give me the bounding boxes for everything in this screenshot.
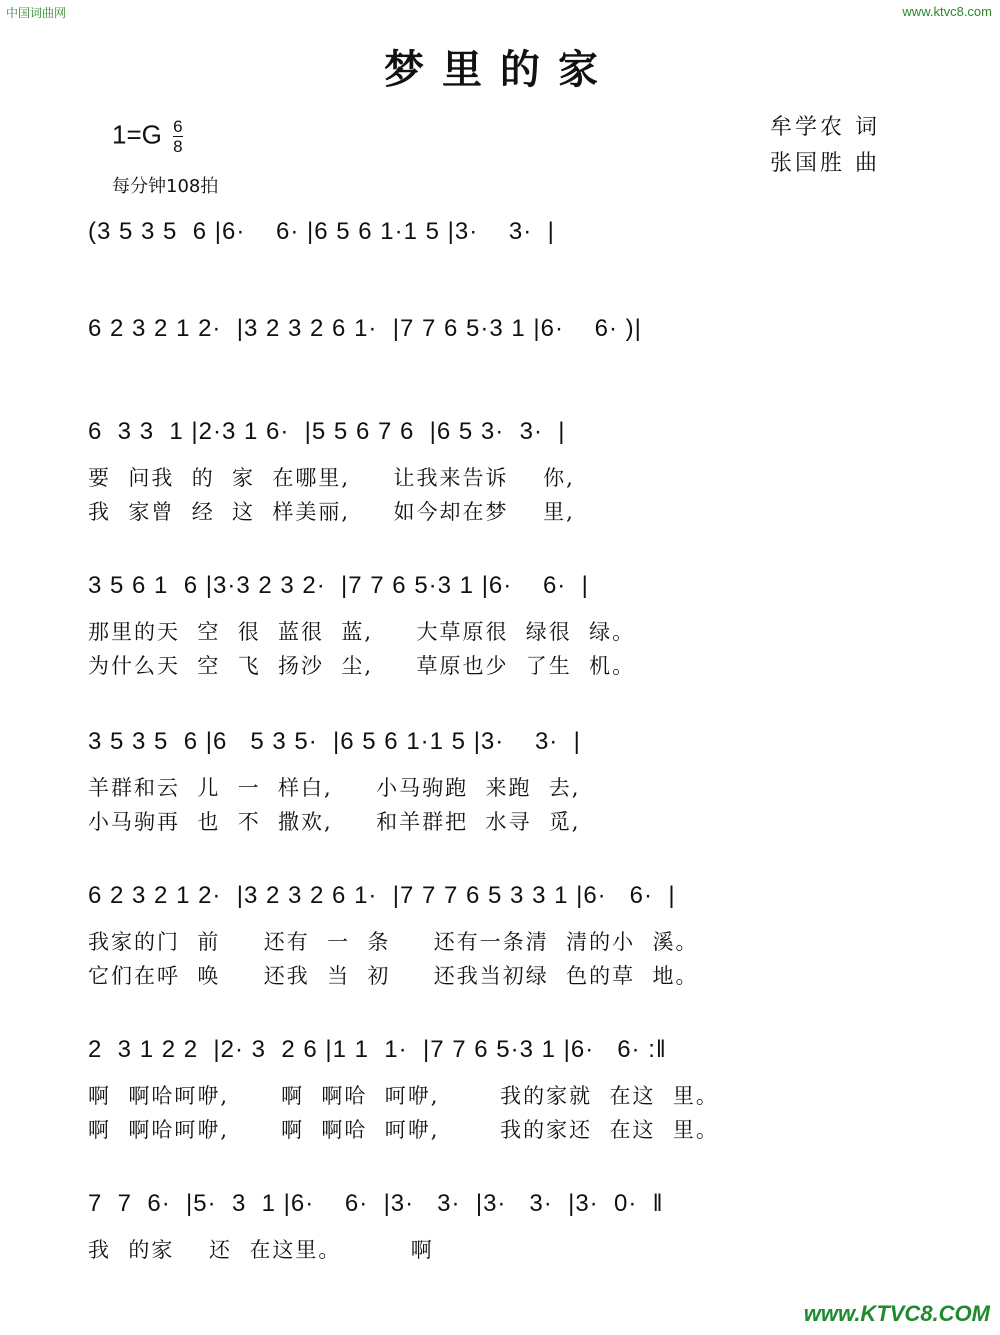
lyric-verse-1: 啊 啊哈呵咿, 啊 啊哈 呵咿, 我的家就 在这 里。 <box>88 1084 719 1108</box>
meter-bottom: 8 <box>173 137 183 156</box>
tempo-marking: 每分钟108拍 <box>112 176 219 197</box>
lyric-verse-2: 它们在呼 唤 还我 当 初 还我当初绿 色的草 地。 <box>88 964 699 988</box>
lyric-verse-2: 为什么天 空 飞 扬沙 尘, 草原也少 了生 机。 <box>88 654 636 678</box>
notation-line: 6 2 3 2 1 2· |3 2 3 2 6 1· |7 7 7 6 5 3 3 1 |6· 6· | <box>88 882 676 909</box>
notation-line: 3 5 6 1 6 |3·3 2 3 2· |7 7 6 5·3 1 |6· 6· | <box>88 572 589 599</box>
lyric-verse-1: 要 问我 的 家 在哪里, 让我来告诉 你, <box>88 466 575 490</box>
notation-line: (3 5 3 5 6 |6· 6· |6 5 6 1·1 5 |3· 3· | <box>88 218 555 245</box>
site-url-right[interactable]: www.ktvc8.com <box>902 4 992 19</box>
lyric-verse-1: 那里的天 空 很 蓝很 蓝, 大草原很 绿很 绿。 <box>88 620 636 644</box>
key-signature <box>112 118 183 155</box>
notation-line: 3 5 3 5 6 |6 5 3 5· |6 5 6 1·1 5 |3· 3· | <box>88 728 581 755</box>
key-label: 1=G <box>112 119 162 150</box>
watermark-logo: www.KTVC8.COM <box>803 1301 990 1326</box>
site-name-left[interactable]: 中国词曲网 <box>6 6 67 20</box>
composer-credit: 张国胜 曲 <box>770 151 880 176</box>
notation-line: 2 3 1 2 2 |2· 3 2 6 |1 1 1· |7 7 6 5·3 1 |6· 6· :‖ <box>88 1036 667 1063</box>
lyric-verse-2: 啊 啊哈呵咿, 啊 啊哈 呵咿, 我的家还 在这 里。 <box>88 1118 719 1142</box>
lyric-verse-2: 小马驹再 也 不 撒欢, 和羊群把 水寻 觅, <box>88 810 581 834</box>
notation-line: 6 2 3 2 1 2· |3 2 3 2 6 1· |7 7 6 5·3 1 |6· 6· )| <box>88 315 642 342</box>
lyric-verse-2: 我 家曾 经 这 样美丽, 如今却在梦 里, <box>88 500 575 524</box>
notation-line: 7 7 6· |5· 3 1 |6· 6· |3· 3· |3· 3· |3· 0· ‖ <box>88 1190 664 1217</box>
lyric-verse-1: 羊群和云 儿 一 样白, 小马驹跑 来跑 去, <box>88 776 581 800</box>
meter-top: 6 <box>173 117 183 136</box>
lyricist-credit: 牟学农 词 <box>770 115 880 140</box>
credits <box>770 110 880 182</box>
time-signature <box>173 118 182 155</box>
lyric-verse-1: 我 的家 还 在这里。 啊 <box>88 1238 434 1262</box>
song-title: 梦里的家 <box>384 46 616 93</box>
notation-line: 6 3 3 1 |2·3 1 6· |5 5 6 7 6 |6 5 3· 3· | <box>88 418 566 445</box>
lyric-verse-1: 我家的门 前 还有 一 条 还有一条清 清的小 溪。 <box>88 930 699 954</box>
